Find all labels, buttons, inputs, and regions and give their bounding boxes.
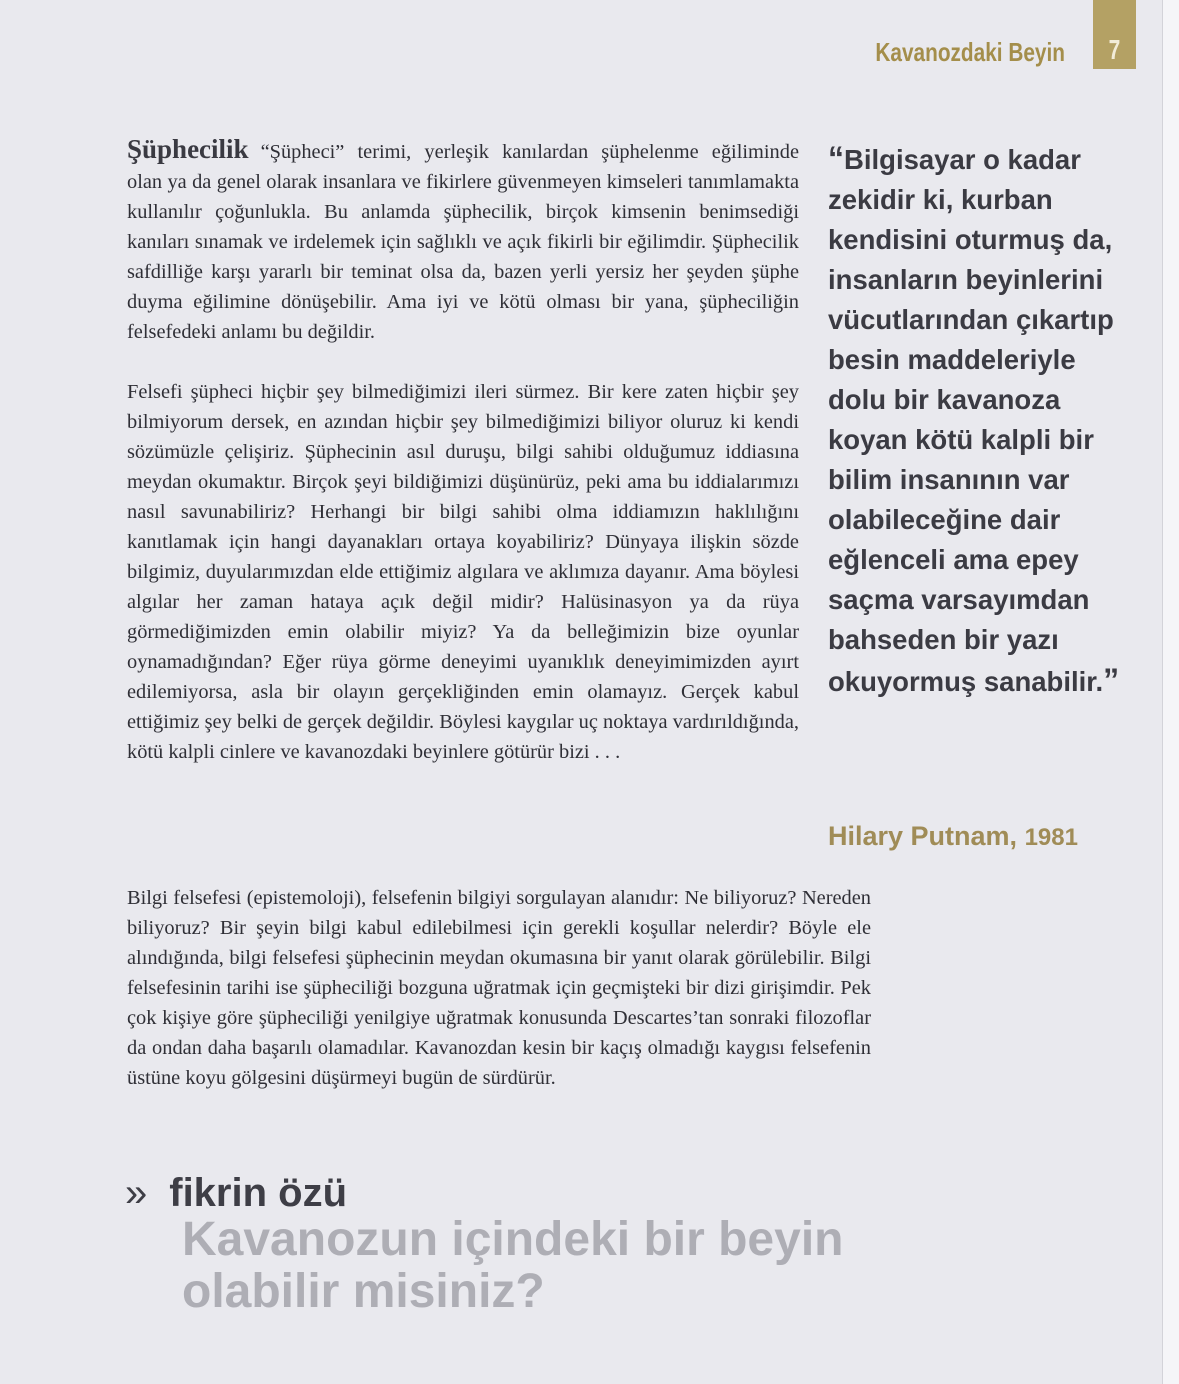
quote-close-mark: ” (1103, 662, 1120, 698)
page-edge (1162, 0, 1179, 1384)
quote-attribution (828, 818, 1128, 856)
page-number-tab (1093, 0, 1136, 69)
pull-quote (828, 138, 1128, 702)
quote-author: Hilary Putnam, (828, 821, 1018, 851)
key-idea-question (182, 1214, 942, 1318)
paragraph-skepticism (127, 134, 799, 347)
paragraph-1-text: “Şüpheci” terimi, yerleşik kanılardan şüphelenme eğiliminde olan ya da genel olarak insanlara ve fikirlere güvenmeyen kimseleri tanımlamakta kullanılır çoğunlukla. Bu anlamda şüphecilik, birçok kimsenin benimsediği kanıları sınamak ve irdelemek için sağlıklı ve açık fikirli bir eğilimdir. Şüphecilik safdilliğe karşı yararlı bir teminat olsa da, bazen yerli yersiz her şeyden şüphe duyma eğilimine dönüşebilir. Ama iyi ve kötü olması bir yana, şüpheciliğin felsefedeki anlamı bu değildir. (127, 141, 799, 343)
wide-text-block (127, 883, 871, 1093)
question-line-2: olabilir misiniz? (182, 1265, 545, 1318)
quote-text: Bilgisayar o kadar zekidir ki, kurban kendisini oturmuş da, insanların beyinlerini vücutlarından çıkartıp besin maddeleriyle dolu bir kavanoza koyan kötü kalpli bir bilim insanının var olabileceğine dair eğlenceli ama epey saçma varsayımdan bahseden bir yazı okuyormuş sanabilir. (828, 144, 1114, 697)
quote-year: 1981 (1024, 824, 1078, 851)
term-heading: Şüphecilik (127, 134, 249, 164)
key-idea-text: fikrin özü (169, 1171, 348, 1215)
key-idea-label (125, 1170, 347, 1216)
main-text-column (127, 134, 799, 767)
paragraph-2: Felsefi şüpheci hiçbir şey bilmediğimizi ileri sürmez. Bir kere zaten hiçbir şey bilmiyorum dersek, en azından hiçbir şey bilmediğimizi biliyor oluruz ki kendi sözümüzle çelişiriz. Şüphecinin asıl duruşu, bilgi sahibi olduğumuz iddiasına meydan okumaktır. Birçok şeyi bildiğimizi düşünürüz, peki ama bu iddialarımızı nasıl savunabiliriz? Herhangi bir bilgi sahibi olma iddiamızın haklılığını kanıtlamak için hangi dayanakları ortaya koyabiliriz? Dünyaya ilişkin sözde bilgimiz, duyularımızdan elde ettiğimiz algılara ve aklımıza dayanır. Ama böylesi algılar her zaman hataya açık değil midir? Halüsinasyon ya da rüya görmediğimizden emin olabilir miyiz? Ya da belleğimizin bize oyunlar oynamadığından? Eğer rüya görme deneyimi uyanıklık deneyimimizden ayırt edilemiyorsa, asla bir olayın gerçekliğinden emin olamayız. Gerçek kabul ettiğimiz şey belki de gerçek değildir. Böylesi kaygılar uç noktaya vardırıldığında, kötü kalpli cinlere ve kavanozdaki beyinlere götürür bizi . . . (127, 381, 799, 763)
page-number: 7 (1108, 34, 1121, 65)
running-title: Kavanozdaki Beyin (875, 37, 1065, 67)
quote-open-mark: “ (828, 140, 844, 176)
question-line-1: Kavanozun içindeki bir beyin (182, 1213, 844, 1266)
paragraph-3: Bilgi felsefesi (epistemoloji), felsefenin bilgiyi sorgulayan alanıdır: Ne biliyoruz? Nereden biliyoruz? Bir şeyin bilgi kabul edilebilmesi için gerekli koşullar nelerdir? Böyle ele alındığında, bilgi felsefesi şüphecinin meydan okumasına bir yanıt olarak görülebilir. Bilgi felsefesinin tarihi ise şüpheciliği bozguna uğratmak için geçmişteki bir dizi girişimdir. Pek çok kişiye göre şüpheciliği yenilgiye uğratmak konusunda Descartes’tan sonraki filozoflar da ondan daha başarılı olamadılar. Kavanozdan kesin bir kaçış olmadığı kaygısı felsefenin üstüne koyu gölgesini düşürmeyi bugün de sürdürür. (127, 887, 871, 1089)
double-chevron-icon: » (125, 1171, 148, 1215)
